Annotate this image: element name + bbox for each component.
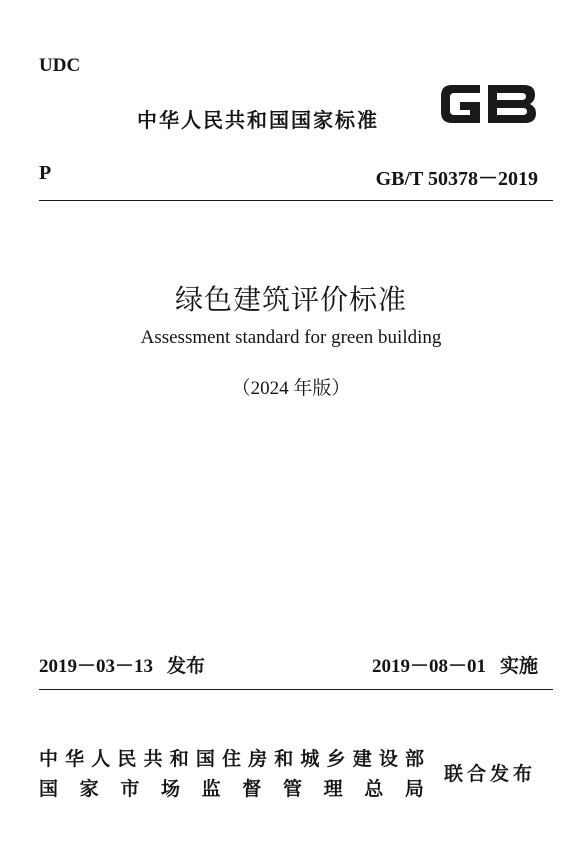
issuer-char: 乡	[326, 748, 346, 770]
issuer-ministry	[39, 744, 424, 771]
issuer-char: 局	[404, 778, 424, 800]
standard-number: GB/T 50378－2019	[375, 168, 538, 190]
joint-release-label: 联合发布	[444, 763, 537, 785]
issuer-char: 和	[274, 748, 294, 770]
title-chinese: 绿色建筑评价标准	[174, 285, 407, 316]
issuer-char: 民	[117, 748, 137, 770]
issuer-char: 监	[201, 778, 221, 800]
issuer-char: 设	[378, 748, 398, 770]
effective-label: 实施	[499, 655, 538, 677]
issuer-char: 和	[169, 748, 189, 770]
edition-label: （2024 年版）	[231, 378, 351, 399]
issuer-char: 管	[282, 778, 302, 800]
publish-date: 2019－03－13	[39, 656, 154, 677]
title-english: Assessment standard for green building	[140, 327, 442, 348]
effective-date-block	[372, 651, 538, 678]
issuer-char: 城	[300, 748, 320, 770]
issuer-char: 住	[221, 748, 241, 770]
issuer-char: 市	[120, 778, 140, 800]
issuer-administration	[39, 774, 424, 801]
publish-date-block	[39, 651, 205, 678]
issuer-char: 建	[352, 748, 372, 770]
issuer-char: 理	[323, 778, 343, 800]
issuer-char: 国	[195, 748, 215, 770]
issuer-char: 督	[242, 778, 262, 800]
divider-top	[39, 200, 553, 201]
issuer-char: 场	[160, 778, 180, 800]
issuer-char: 房	[248, 748, 268, 770]
category-code: P	[39, 162, 52, 184]
issuer-char: 中	[39, 748, 59, 770]
udc-label: UDC	[39, 55, 81, 76]
national-standard-heading: 中华人民共和国国家标准	[137, 108, 379, 132]
gb-logo-icon	[436, 78, 540, 130]
issuer-char: 共	[143, 748, 163, 770]
issuer-char: 华	[65, 748, 85, 770]
issuer-char: 国	[39, 778, 59, 800]
issuer-char: 总	[364, 778, 384, 800]
publish-label: 发布	[167, 655, 206, 677]
issuer-char: 人	[91, 748, 111, 770]
effective-date: 2019－08－01	[371, 656, 486, 677]
issuer-char: 部	[404, 748, 424, 770]
issuer-char: 家	[79, 778, 99, 800]
divider-bottom	[39, 689, 553, 690]
